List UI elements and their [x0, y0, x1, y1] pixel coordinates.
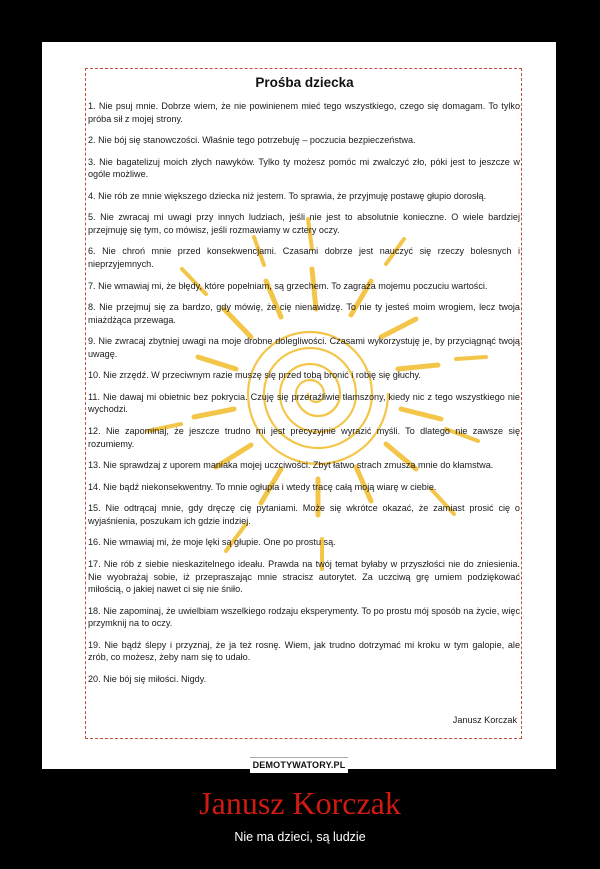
list-item: 6. Nie chroń mnie przed konsekwencjami. Czasami dobrze jest nauczyć się rzeczy bolesnych i nieprzyjemnych.	[88, 246, 520, 269]
list-item: 15. Nie odtrącaj mnie, gdy dręczę cię pytaniami. Może się wkrótce okazać, że zamiast prosić cię o wyjaśnienia, poszukam ich gdzie indziej.	[88, 503, 520, 526]
list-item: 16. Nie wmawiaj mi, że moje lęki są głupie. One po prostu są.	[88, 537, 336, 548]
list-item: 11. Nie dawaj mi obietnic bez pokrycia. Czuję się przeraźliwie tłamszony, kiedy nic z tego wszystkiego nie wychodzi.	[88, 391, 520, 415]
list-item: 2. Nie bój się stanowczości. Właśnie tego potrzebuję – poczucia bezpieczeństwa.	[88, 135, 416, 146]
list-item: 7. Nie wmawiaj mi, że błędy, które popełniam, są grzechem. To zagraża mojemu poczuciu wartości.	[88, 280, 488, 291]
list-item: 10. Nie zrzędź. W przeciwnym razie muszę się przed tobą bronić i robię się głuchy.	[88, 370, 421, 381]
poster-headline: Janusz Korczak	[199, 785, 401, 821]
list-item: 1. Nie psuj mnie. Dobrze wiem, że nie powinienem mieć tego wszystkiego, czego się domagam. To tylko próba sił z mojej strony.	[88, 101, 520, 124]
list-item: 3. Nie bagatelizuj moich złych nawyków. Tylko ty możesz pomóc mi zwalczyć zło, póki jest to jeszcze w ogóle możliwe.	[88, 156, 520, 180]
list-item: 20. Nie bój się miłości. Nigdy.	[88, 673, 207, 684]
list-item: 12. Nie zapominaj, że jeszcze trudno mi jest precyzyjnie wyrazić myśli. To dlatego nie zawsze się rozumiemy.	[88, 426, 520, 449]
list-item: 4. Nie rób ze mnie większego dziecka niż jestem. To sprawia, że przyjmuję postawę głupio dorosłą.	[88, 190, 487, 201]
list-item: 8. Nie przejmuj się za bardzo, gdy mówię, że cię nienawidzę. To nie ty jesteś moim wrogiem, lecz twoja miażdżąca przewaga.	[88, 302, 520, 325]
watermark-rule	[250, 757, 348, 758]
poster-subline: Nie ma dzieci, są ludzie	[234, 830, 366, 844]
list-item: 19. Nie bądź ślepy i przyznaj, że ja też rosnę. Wiem, jak trudno dotrzymać mi kroku w tym galopie, ale zrób, co możesz, żeby nam się to udało.	[88, 639, 520, 663]
list-item: 17. Nie rób z siebie nieskazitelnego ideału. Prawda na twój temat byłaby w przyszłości nie do zniesienia. Nie wyobrażaj sobie, iż przepraszając mnie stracisz autorytet. Za uczciwą grę umiem podziękować miłością, o jakiej nawet ci się nie śniło.	[88, 559, 520, 594]
list-item: 9. Nie zwracaj zbytniej uwagi na moje drobne dolegliwości. Czasami wykorzystuję je, by przyciągnąć twoją uwagę.	[88, 336, 520, 359]
watermark-text: DEMOTYWATORY.PL	[252, 760, 346, 770]
watermark	[250, 757, 348, 773]
list-item: 18. Nie zapominaj, że uwielbiam wszelkiego rodzaju eksperymenty. To po prostu mój sposób na życie, więc przymknij na to oczy.	[88, 605, 520, 629]
signature: Janusz Korczak	[452, 715, 517, 725]
document-sheet	[85, 68, 522, 739]
list-item: 5. Nie zwracaj mi uwagi przy innych ludziach, jeśli nie jest to absolutnie konieczne. O wiele bardziej przejmuję się tym, co mówisz, jeśli rozmawiamy w cztery oczy.	[88, 212, 520, 235]
document-title: Prośba dziecka	[255, 75, 354, 90]
list-item: 14. Nie bądź niekonsekwentny. To mnie ogłupia i wtedy tracę całą moją wiarę w ciebie.	[88, 481, 437, 492]
request-list	[88, 100, 520, 689]
list-item: 13. Nie sprawdzaj z uporem maniaka mojej uczciwości. Zbyt łatwo strach zmusza mnie do kłamstwa.	[88, 460, 494, 471]
